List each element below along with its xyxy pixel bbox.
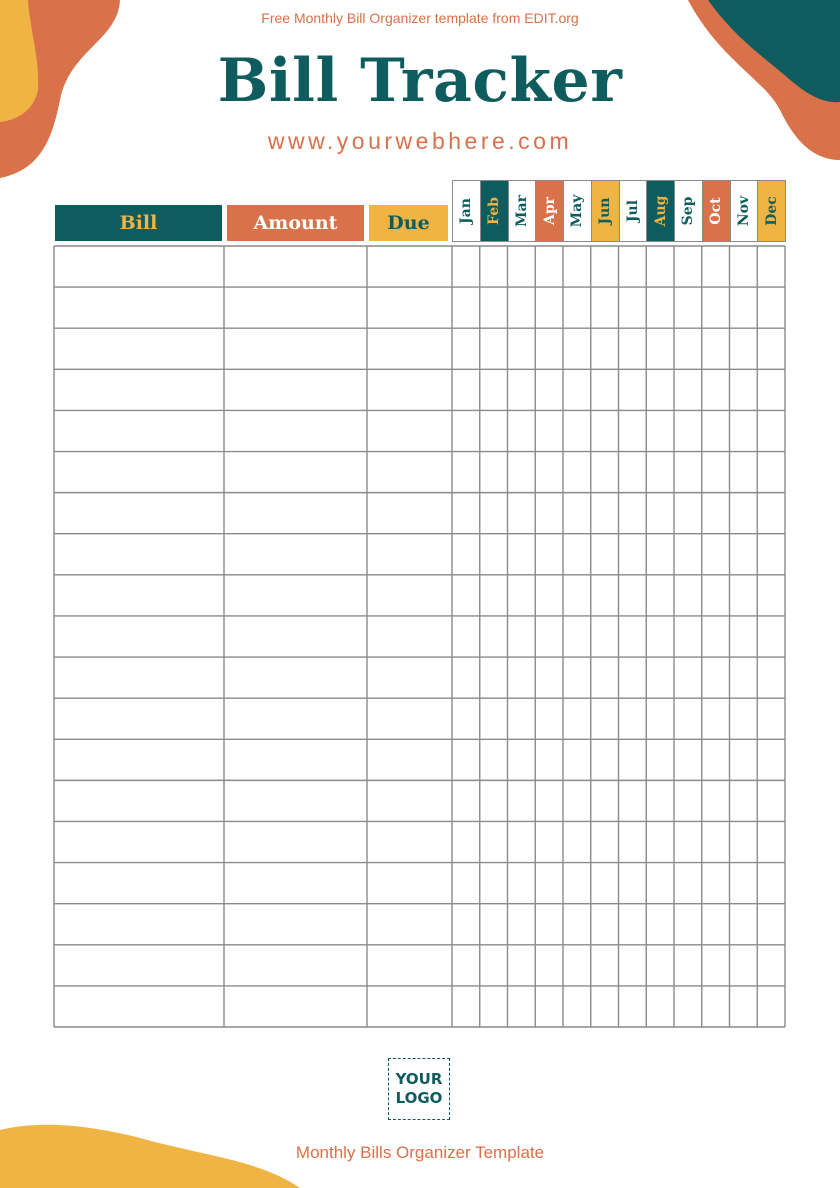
month-label: Jun: [597, 197, 614, 225]
website-url: www.yourwebhere.com: [267, 128, 573, 154]
logo-placeholder: [388, 1058, 450, 1120]
month-label: Feb: [486, 197, 503, 225]
month-label: Nov: [735, 195, 752, 227]
column-header-amount-label: Amount: [253, 212, 338, 234]
footer-caption: Monthly Bills Organizer Template: [295, 1143, 545, 1162]
month-label: Sep: [680, 196, 697, 226]
template-source-note: Free Monthly Bill Organizer template from EDIT.org: [261, 10, 579, 26]
column-header-bill-label: Bill: [119, 212, 158, 234]
logo-text-line1: YOUR: [395, 1070, 443, 1088]
column-header-due-label: Due: [387, 212, 430, 234]
month-label: Oct: [708, 197, 725, 225]
month-label: May: [569, 194, 586, 228]
logo-text-line2: LOGO: [395, 1089, 443, 1107]
month-label: Dec: [763, 196, 780, 226]
month-label: Mar: [513, 195, 530, 227]
page-title: Bill Tracker: [217, 46, 623, 116]
month-label: Apr: [541, 196, 558, 226]
month-label: Jul: [624, 199, 641, 223]
month-label: Jan: [458, 198, 475, 224]
month-label: Aug: [652, 195, 669, 227]
